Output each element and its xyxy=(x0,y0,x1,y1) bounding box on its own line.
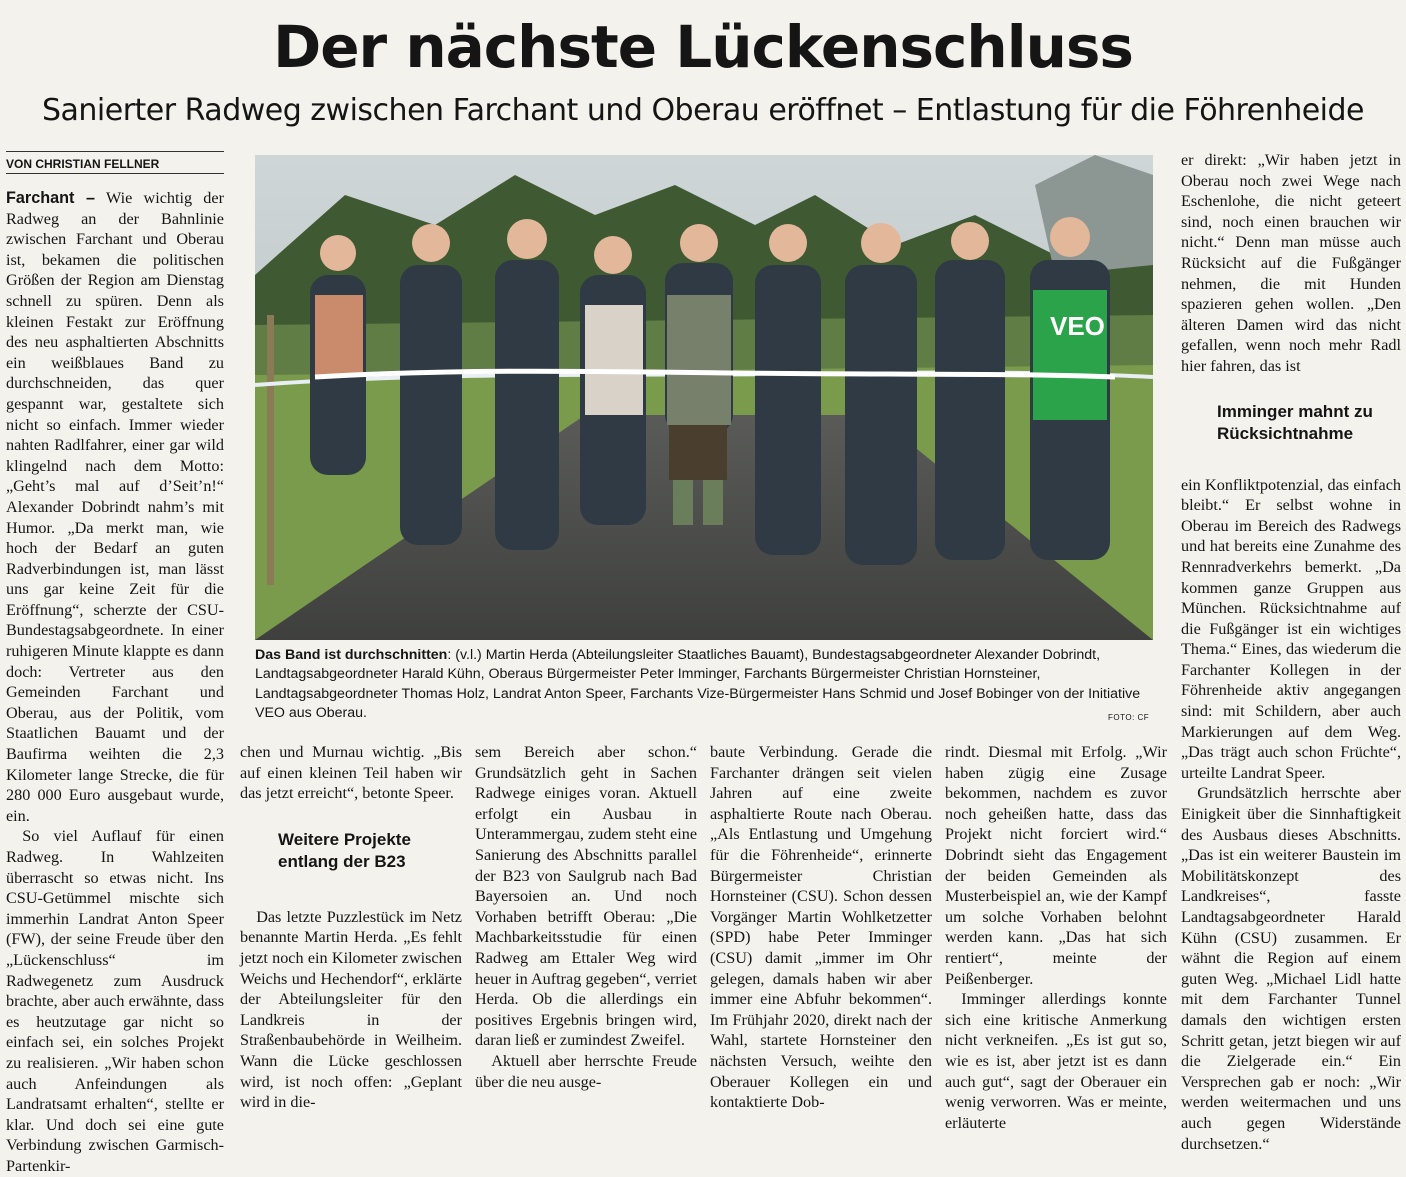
subheadline: Sanierter Radweg zwischen Farchant und Oberau eröffnet – Entlastung für die Föhrenheide xyxy=(41,93,1365,128)
paragraph: baute Verbindung. Gerade die Farchanter drängen seit vielen Jahren auf eine zweite asphaltierte Route nach Oberau. „Als Entlastung und Umgehung für die Föhrenheide“, erinnerte Bürgermeister Christian Hornsteiner (CSU). Schon dessen Vorgänger Martin Wohlketzetter (SPD) habe Peter Imminger (CSU) damit „immer im Ohr gelegen, damals haben wir aber immer eine Abfuhr bekommen“. Im Frühjahr 2020, direkt nach der Wahl, startete Hornsteiner den nächsten Versuch, weihte den Oberauer Kollegen ein und kontaktierte Dob- xyxy=(710,743,932,1112)
subheading-b23: Weitere Projekte entlang der B23 xyxy=(278,829,411,871)
photo-credit: FOTO: CF xyxy=(1108,713,1150,722)
paragraph: Das letzte Puzzlestück im Netz benannte Martin Herda. „Es fehlt jetzt noch ein Kilometer zwischen Weichs und Hechendorf“, erklärte der Abteilungsleiter für den Landkreis in der Straßenbaubehörde in Weilheim. Wann die Lücke geschlossen wird, ist noch offen: „Geplant wird in die- xyxy=(240,907,462,1112)
paragraph: chen und Murnau wichtig. „Bis auf einen kleinen Teil haben wir das jetzt erreicht“, betonte Speer. xyxy=(240,743,462,803)
article-photo xyxy=(255,155,1153,640)
caption-text: : (v.l.) Martin Herda (Abteilungsleiter Staatliches Bauamt), Bundestagsabgeordneter Alexander Dobrindt, Landtagsabgeordneter Harald Kühn, Oberaus Bürgermeister Peter Imminger, Farchants Bürgermeister Christian Hornsteiner, Landtagsabgeordneter Thomas Holz, Landrat Anton Speer, Farchants Vize-Bürgermeister Hans Schmid und Josef Bobinger von der Initiative VEO aus Oberau. xyxy=(255,647,1141,722)
article-column-6 xyxy=(1181,150,1401,1153)
paragraph: ein Konfliktpotenzial, das einfach bleibt.“ Er selbst wohne in Oberau im Bereich des Radwegs und hat bereits eine Zunahme des Rennradverkehrs bemerkt. „Da kommen ganze Gruppen aus München. Rücksichtnahme auf die Fußgänger ist ein wichtiges Thema.“ Eines, das wiederum die Farchanter Kollegen in der Föhrenheide aktiv angegangen sind: mit Schildern, aber auch Markierungen auf dem Weg. „Das trägt auch schon Früchte“, urteilte Landrat Speer. xyxy=(1181,475,1401,782)
headline: Der nächste Lückenschluss xyxy=(273,13,1133,81)
article-column-3 xyxy=(475,742,697,1101)
photo-caption xyxy=(255,646,1153,724)
article-column-2 xyxy=(240,742,462,1112)
paragraph: er direkt: „Wir haben jetzt in Oberau noch zwei Wege nach Eschenlohe, die nicht geteert sind, noch einen brauchen wir nicht.“ Denn man müsse auch Rücksicht auf die Fußgänger nehmen, die mit Hunden spazieren gehen wollen. „Den älteren Damen wird das nicht gefallen, wenn noch mehr Radl hier fahren, das ist xyxy=(1181,151,1401,375)
paragraph: sem Bereich aber schon.“ Grundsätzlich geht in Sachen Radwege einiges voran. Aktuell erfolgt ein Ausbau in Unterammergau, zudem steht eine Sanierung des Abschnitts parallel der B23 von Saulgrub nach Bad Bayersoien an. Und noch Vorhaben betrifft Oberau: „Die Machbarkeitsstudie für einen Radweg am Ettaler Weg wird heuer in Auftrag gegeben“, verriet Herda. Ob die allerdings ein positives Ergebnis bringen wird, daran ließ er zumindest Zweifel. xyxy=(475,743,697,1050)
paragraph-text: Wie wichtig der Radweg an der Bahnlinie zwischen Farchant und Oberau ist, bekamen die politischen Größen der Region am Dienstag schnell zu spüren. Denn als kleinen Festakt zur Eröffnung des neu asphaltierten Abschnitts ein weißblaues Band zu durchschneiden, das quer gespannt war, gestaltete sich nicht so einfach. Immer wieder nahten Radlfahrer, einer gar wild klingelnd nach dem Motto: „Geht’s mal auf d’Seit’n!“ Alexander Dobrindt nahm’s mit Humor. „Da merkt man, wie hoch der Bedarf an guten Radverbindungen ist, man lässt uns gar keine Zeit für die Eröffnung“, scherzte der CSU-Bundestagsabgeordnete. In einer ruhigeren Minute klappte es dann doch: Vertreter aus den Gemeinden Farchant und Oberau, aus der Politik, vom Staatlichen Bauamt und der Baufirma weihten die 2,3 Kilometer lange Strecke, die für 280 000 Euro ausgebaut wurde, ein. xyxy=(6,189,224,825)
caption-lead: Das Band ist durchschnitten xyxy=(255,647,448,663)
shirt-text: VEO xyxy=(1050,311,1105,341)
article-column-1 xyxy=(6,188,224,1175)
paragraph: Aktuell aber herrschte Freude über die neu ausge- xyxy=(475,1051,697,1091)
paragraph: rindt. Diesmal mit Erfolg. „Wir haben zügig eine Zusage bekommen, nachdem es zuvor noch geheißen hatte, dass das Projekt nicht forciert wird.“ Dobrindt sieht das Engagement der beiden Gemeinden als Musterbeispiel an, wie der Kampf um solche Vorhaben belohnt werden kann. „Das hat sich rentiert“, meinte der Peißenberger. xyxy=(945,743,1167,988)
paragraph: Grundsätzlich herrschte aber Einigkeit über die Sinnhaftigkeit des Ausbaus dieses Abschnitts. „Das ist ein weiterer Baustein im Mobilitätskonzept des Landkreises“, fasste Landtagsabgeordneter Harald Kühn (CSU) zusammen. Er wähnt die Region auf einem guten Weg. „Michael Lidl hatte mit dem Farchanter Tunnel damals den wichtigen ersten Schritt getan, jetzt biegen wir auf die Zielgerade ein.“ Ein Versprechen gab er noch: „Wir werden weitermachen und uns auch gegen Widerstände durchsetzen.“ xyxy=(1181,784,1401,1153)
byline: VON CHRISTIAN FELLNER xyxy=(6,151,224,174)
subheading-ruecksichtnahme: Imminger mahnt zu Rücksichtnahme xyxy=(1217,401,1373,443)
ribbon-cutting-photo xyxy=(255,155,1153,640)
paragraph: So viel Auflauf für einen Radweg. In Wahlzeiten überrascht so etwas nicht. Ins CSU-Getümmel mischte sich immerhin Landrat Anton Speer (FW), der seine Freude über den „Lückenschluss“ im Radwegenetz zum Ausdruck brachte, aber auch erwähnte, dass es heutzutage gar nicht so einfach sei, ein solches Projekt zu realisieren. „Wir haben schon auch Anfeindungen als Landratsamt erhalten“, stellte er klar. Und doch sei eine gute Verbindung zwischen Garmisch-Partenkir- xyxy=(6,827,224,1175)
paragraph xyxy=(6,188,224,826)
paragraph: Imminger allerdings konnte sich eine kritische Anmerkung nicht verkneifen. „Es ist gut so, wie es ist, aber jetzt ist es dann auch gut“, sagt der Oberauer ein wenig verworren. Was er meinte, erläuterte xyxy=(945,990,1167,1132)
article-column-5 xyxy=(945,742,1167,1132)
dateline: Farchant – xyxy=(6,189,96,207)
article-column-4 xyxy=(710,742,932,1112)
